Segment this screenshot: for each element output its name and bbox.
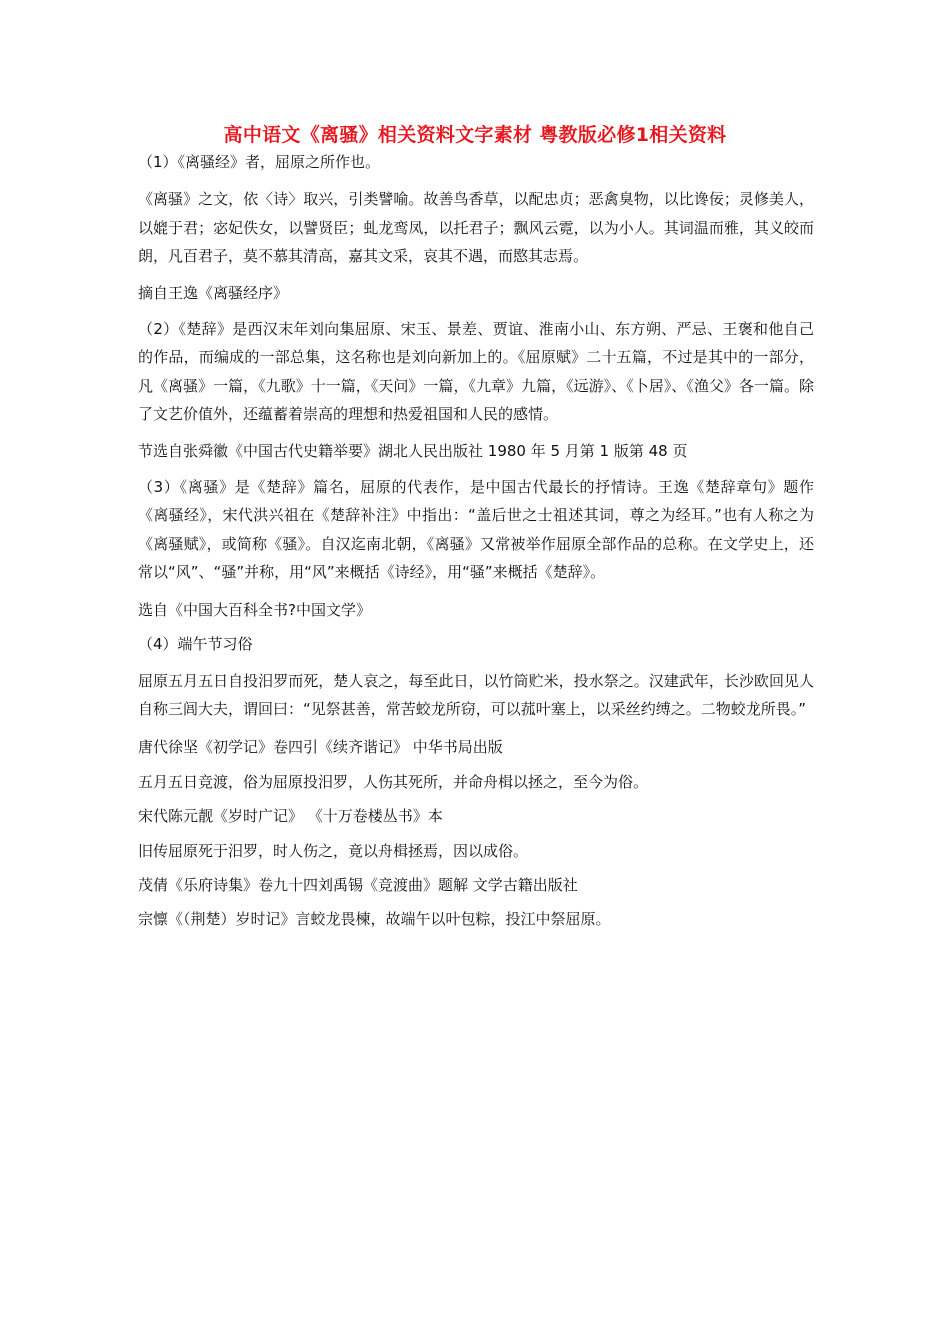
paragraph-dragon-boat: 五月五日竞渡，俗为屈原投汨罗，人伤其死所，并命舟楫以拯之，至今为俗。 xyxy=(138,772,649,791)
paragraph-lisao-text: 《离骚》之文，依〈诗〉取兴，引类譬喻。故善鸟香草，以配忠贞；恶禽臭物，以比谗佞；灵修美人，以媲于君；宓妃佚女，以譬贤臣；虬龙鸾凤，以托君子；飘风云霓，以为小人。其词温而雅，其义皎而朗，凡百君子，莫不慕其清高，嘉其文采，哀其不遇，而愍其志焉。 xyxy=(138,190,814,265)
document-title: 高中语文《离骚》相关资料文字素材 粤教版必修1相关资料 xyxy=(223,124,727,146)
paragraph-4-heading: （4）端午节习俗 xyxy=(138,634,253,653)
paragraph-1-heading: （1）《离骚经》者，屈原之所作也。 xyxy=(138,153,381,171)
paragraph-duanwu-story: 屈原五月五日自投汨罗而死，楚人哀之，每至此日，以竹筒贮米，投水祭之。汉建武年，长沙欧回见人自称三闾大夫，谓回曰：“见祭甚善，常苦蛟龙所窃，可以菰叶塞上，以采丝约缚之。二物蛟龙所畏。” xyxy=(138,671,814,718)
paragraph-3-lisao: （3）《离骚》是《楚辞》篇名，屈原的代表作，是中国古代最长的抒情诗。王逸《楚辞章句》题作《离骚经》，宋代洪兴祖在《楚辞补注》中指出：“盖后世之士祖述其词，尊之为经耳。”也有人称之为《离骚赋》，或简称《骚》。自汉迄南北朝，《离骚》又常被举作屈原全部作品的总称。在文学史上，还常以“风”、“骚”并称，用“风”来概括《诗经》，用“骚”来概括《楚辞》。 xyxy=(138,477,814,581)
paragraph-source-zhangshunhui: 节选自张舜徽《中国古代史籍举要》湖北人民出版社 1980 年 5 月第 1 版第 48 页 xyxy=(138,441,688,460)
paragraph-source-encyclopedia: 选自《中国大百科全书?中国文学》 xyxy=(138,600,371,619)
paragraph-source-wangyi: 摘自王逸《离骚经序》 xyxy=(138,283,289,302)
paragraph-source-maoqian: 茂倩《乐府诗集》卷九十四刘禹锡《竞渡曲》题解 文学古籍出版社 xyxy=(138,875,578,894)
paragraph-2-chuci: （2）《楚辞》是西汉末年刘向集屈原、宋玉、景差、贾谊、淮南小山、东方朔、严忌、王褒和他自己的作品，而编成的一部总集，这名称也是刘向新加上的。《屈原赋》二十五篇，不过是其中的一部分，凡《离骚》一篇，《九歌》十一篇，《天问》一篇，《九章》九篇，《远游》、《卜居》、《渔父》各一篇。除了文艺价值外，还蕴蓄着崇高的理想和热爱祖国和人民的感情。 xyxy=(138,319,814,423)
paragraph-zongli: 宗懔《（荆楚）岁时记》言蛟龙畏楝，故端午以叶包粽，投江中祭屈原。 xyxy=(138,909,611,928)
paragraph-old-legend: 旧传屈原死于汨罗，时人伤之，竟以舟楫拯焉，因以成俗。 xyxy=(138,841,529,860)
document-body xyxy=(138,150,814,931)
paragraph-source-chenyuanliang: 宋代陈元靓《岁时广记》 《十万卷楼丛书》本 xyxy=(138,806,443,825)
paragraph-source-xujian: 唐代徐坚《初学记》卷四引《续齐谐记》 中华书局出版 xyxy=(138,737,503,756)
